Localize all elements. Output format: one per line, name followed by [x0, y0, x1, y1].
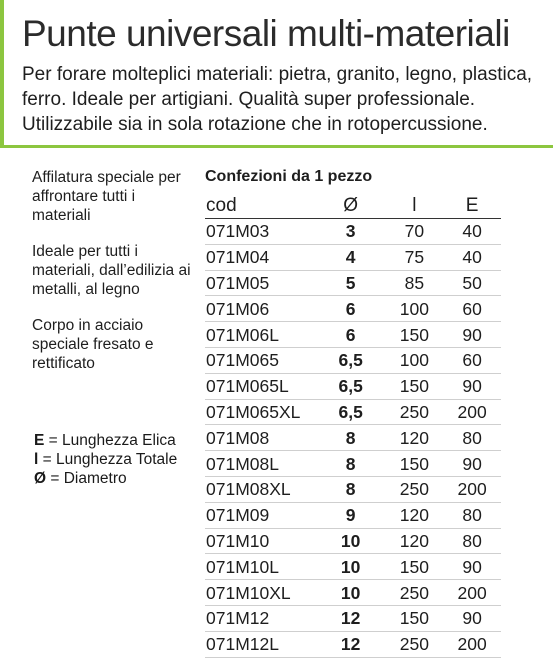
cell-cod: 071M09: [205, 502, 316, 528]
table-row: [205, 631, 501, 657]
cell-diameter: 6: [316, 296, 386, 322]
cell-length: 120: [385, 502, 443, 528]
legend-row-diameter: [34, 469, 177, 488]
cell-helix: 90: [443, 554, 501, 580]
cell-helix: 60: [443, 296, 501, 322]
cell-length: 120: [385, 425, 443, 451]
cell-length: 100: [385, 296, 443, 322]
table-row: [205, 502, 501, 528]
cell-helix: 80: [443, 528, 501, 554]
cell-helix: 60: [443, 347, 501, 373]
cell-diameter: 3: [316, 219, 386, 245]
cell-length: 150: [385, 554, 443, 580]
table-row: [205, 373, 501, 399]
table-row: [205, 219, 501, 245]
cell-helix: 90: [443, 322, 501, 348]
cell-diameter: 10: [316, 528, 386, 554]
cell-cod: 071M10L: [205, 554, 316, 580]
table-row: [205, 244, 501, 270]
table-body: [205, 219, 501, 658]
table-row: [205, 347, 501, 373]
cell-helix: 40: [443, 219, 501, 245]
table-row: [205, 451, 501, 477]
cell-length: 250: [385, 631, 443, 657]
cell-diameter: 5: [316, 270, 386, 296]
table-row: [205, 296, 501, 322]
cell-diameter: 12: [316, 605, 386, 631]
table-row: [205, 580, 501, 606]
cell-cod: 071M12: [205, 605, 316, 631]
cell-length: 150: [385, 373, 443, 399]
features-list: [32, 168, 197, 390]
product-table: [205, 194, 501, 658]
table-row: [205, 399, 501, 425]
feature-item: Affilatura speciale per affrontare tutti i materiali: [32, 169, 181, 224]
cell-cod: 071M06L: [205, 322, 316, 348]
cell-helix: 200: [443, 476, 501, 502]
cell-helix: 90: [443, 605, 501, 631]
cell-cod: 071M05: [205, 270, 316, 296]
cell-cod: 071M08: [205, 425, 316, 451]
cell-diameter: 8: [316, 425, 386, 451]
cell-length: 250: [385, 476, 443, 502]
cell-diameter: 6,5: [316, 399, 386, 425]
cell-helix: 40: [443, 244, 501, 270]
cell-cod: 071M03: [205, 219, 316, 245]
cell-diameter: 9: [316, 502, 386, 528]
legend-text: = Lunghezza Totale: [38, 451, 178, 468]
cell-length: 250: [385, 580, 443, 606]
cell-diameter: 10: [316, 580, 386, 606]
table-row: [205, 322, 501, 348]
cell-helix: 90: [443, 451, 501, 477]
cell-length: 150: [385, 451, 443, 477]
page-title: Punte universali multi-materiali: [22, 13, 510, 54]
feature-item: Ideale per tutti i materiali, dall’edilizia ai metalli, al legno: [32, 243, 191, 298]
table-row: [205, 605, 501, 631]
cell-diameter: 6,5: [316, 373, 386, 399]
cell-helix: 90: [443, 373, 501, 399]
cell-length: 70: [385, 219, 443, 245]
cell-helix: 200: [443, 631, 501, 657]
legend-key: Ø: [34, 470, 47, 487]
cell-cod: 071M065: [205, 347, 316, 373]
header-helix: E: [443, 194, 501, 219]
cell-cod: 071M12L: [205, 631, 316, 657]
cell-cod: 071M04: [205, 244, 316, 270]
table-row: [205, 425, 501, 451]
legend-text: = Diametro: [46, 470, 127, 487]
legend-key: l: [34, 451, 39, 468]
cell-diameter: 4: [316, 244, 386, 270]
cell-cod: 071M065L: [205, 373, 316, 399]
cell-cod: 071M10XL: [205, 580, 316, 606]
header-box: [0, 0, 553, 148]
cell-length: 120: [385, 528, 443, 554]
cell-cod: 071M08XL: [205, 476, 316, 502]
cell-diameter: 6: [316, 322, 386, 348]
cell-cod: 071M06: [205, 296, 316, 322]
legend: [34, 431, 177, 488]
header-diameter: Ø: [316, 194, 386, 219]
cell-diameter: 6,5: [316, 347, 386, 373]
cell-helix: 80: [443, 425, 501, 451]
header-length: l: [385, 194, 443, 219]
table-row: [205, 476, 501, 502]
cell-diameter: 8: [316, 451, 386, 477]
header-cod: cod: [205, 194, 316, 219]
page-subtitle: Per forare molteplici materiali: pietra, granito, legno, plastica, ferro. Ideale per artigiani. Qualità super professionale. Utilizzabile sia in sola rotazione che in rotopercussione.: [22, 64, 533, 135]
table-row: [205, 270, 501, 296]
cell-diameter: 12: [316, 631, 386, 657]
legend-key: E: [34, 432, 45, 449]
cell-cod: 071M065XL: [205, 399, 316, 425]
cell-length: 150: [385, 605, 443, 631]
cell-cod: 071M10: [205, 528, 316, 554]
legend-row-e: [34, 431, 177, 450]
table-header-row: [205, 194, 501, 219]
cell-helix: 200: [443, 580, 501, 606]
table-caption: Confezioni da 1 pezzo: [205, 168, 373, 185]
cell-diameter: 10: [316, 554, 386, 580]
cell-cod: 071M08L: [205, 451, 316, 477]
legend-row-l: [34, 450, 177, 469]
table-row: [205, 528, 501, 554]
cell-length: 75: [385, 244, 443, 270]
product-table-section: [205, 166, 501, 658]
feature-item: Corpo in acciaio speciale fresato e rettificato: [32, 317, 154, 372]
cell-length: 250: [385, 399, 443, 425]
cell-helix: 200: [443, 399, 501, 425]
cell-diameter: 8: [316, 476, 386, 502]
cell-length: 150: [385, 322, 443, 348]
cell-helix: 50: [443, 270, 501, 296]
cell-length: 100: [385, 347, 443, 373]
cell-helix: 80: [443, 502, 501, 528]
table-row: [205, 554, 501, 580]
legend-text: = Lunghezza Elica: [44, 432, 176, 449]
cell-length: 85: [385, 270, 443, 296]
